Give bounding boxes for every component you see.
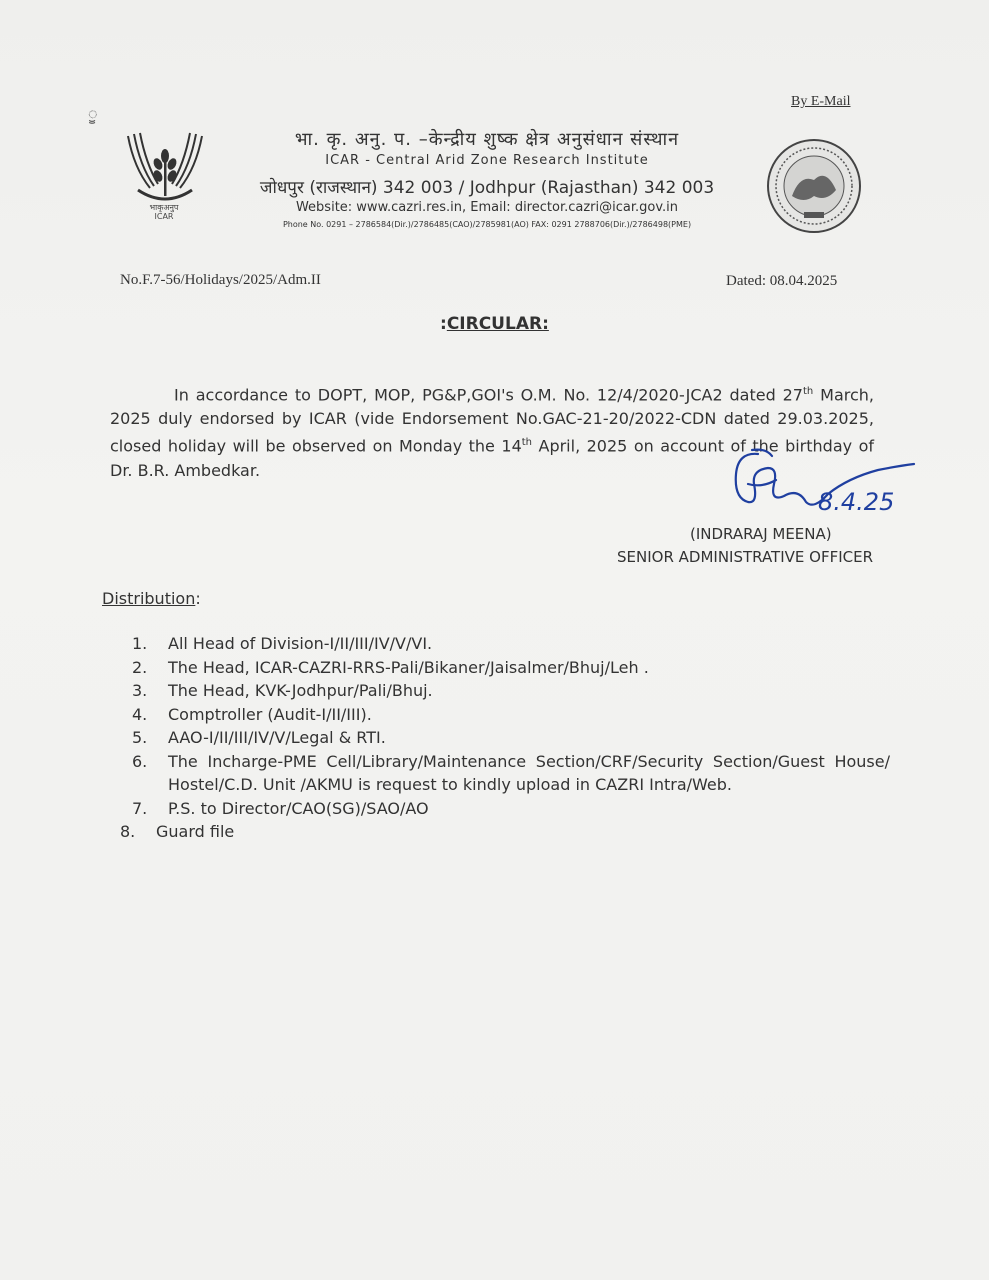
list-item-text: Comptroller (Audit-I/II/III). [168,704,372,724]
institute-name-hindi: भा. कृ. अनु. प. –केन्द्रीय शुष्क क्षेत्र अनुसंधान संस्थान [294,129,680,150]
list-item-number: 6. [132,751,148,771]
list-item-number: 4. [132,704,148,724]
institute-contact: Website: www.cazri.res.in, Email: director.cazri@icar.gov.in [295,200,679,215]
signature-date: 8.4.25 [818,488,895,516]
list-item-number: 5. [132,728,148,747]
list-item [120,632,890,656]
list-item [120,679,890,703]
title-prefix: : [440,314,447,334]
logo-caption: भाकृअनुप ICAR [149,203,179,221]
body-part-2: March, 2025 duly endorsed by ICAR (vide Endorsement No.GAC-21-20/2022-CDN dated 29.03.2025, closed holiday will be observed on Monday the 14 [110,385,875,456]
list-item [120,820,890,844]
handwritten-signature [718,444,928,524]
institute-name-english: ICAR - Central Arid Zone Research Institute [325,153,649,168]
list-item [120,703,890,727]
list-item-number: 8. [120,822,136,841]
list-item-text: All Head of Division-I/II/III/IV/V/VI. [168,634,433,653]
distribution-heading-colon: : [195,589,201,608]
list-item [120,726,890,750]
list-item [120,797,890,821]
signatory-designation: SENIOR ADMINISTRATIVE OFFICER [617,548,874,566]
circular-title [440,314,549,334]
distribution-heading-text: Distribution [102,589,196,608]
list-item-text: Guard file [156,822,235,841]
distribution-list [120,632,890,844]
list-item-number: 1. [132,634,148,653]
list-item-number: 3. [132,681,148,700]
distribution-heading [102,589,201,608]
body-part-1: In accordance to DOPT, MOP, PG&P,GOI's O.M. No. 12/4/2020-JCA2 dated 27 [174,385,803,405]
list-item-text: The Head, ICAR-CAZRI-RRS-Pali/Bikaner/Jaisalmer/Bhuj/Leh . [168,657,649,677]
file-number: No.F.7-56/Holidays/2025/Adm.II [120,272,321,288]
signatory-name: (INDRARAJ MEENA) [690,525,832,543]
list-item [120,656,890,680]
institute-seal-icon [766,138,862,234]
list-item-number: 2. [132,657,148,677]
list-item-text: P.S. to Director/CAO(SG)/SAO/AO [168,798,429,818]
list-item [120,750,890,797]
institute-address: जोधपुर (राजस्थान) 342 003 / Jodhpur (Rajasthan) 342 003 [259,178,715,198]
corner-handwritten-mark: ॗ [88,104,98,123]
body-superscript-1: th [803,386,814,397]
institute-phone-fax: Phone No. 0291 – 2786584(Dir.)/2786485(CAO)/2785981(AO) FAX: 0291 2788706(Dir.)/2786498(PME) [282,220,692,229]
body-part-3: April, 2025 on account of the birthday of Dr. B.R. Ambedkar. [110,436,875,480]
list-item-text: AAO-I/II/III/IV/V/Legal & RTI. [168,728,386,747]
title-text: CIRCULAR: [446,314,549,334]
list-item-text: The Incharge-PME Cell/Library/Maintenance Section/CRF/Security Section/Guest House/ Hostel/C.D. Unit /AKMU is request to kindly upload in CAZRI Intra/Web. [168,751,890,794]
list-item-text: The Head, KVK-Jodhpur/Pali/Bhuj. [168,681,433,700]
list-item-number: 7. [132,798,148,818]
body-superscript-2: th [521,437,533,449]
dispatch-mode-label: By E-Mail [791,94,851,109]
document-date: Dated: 08.04.2025 [726,273,838,289]
